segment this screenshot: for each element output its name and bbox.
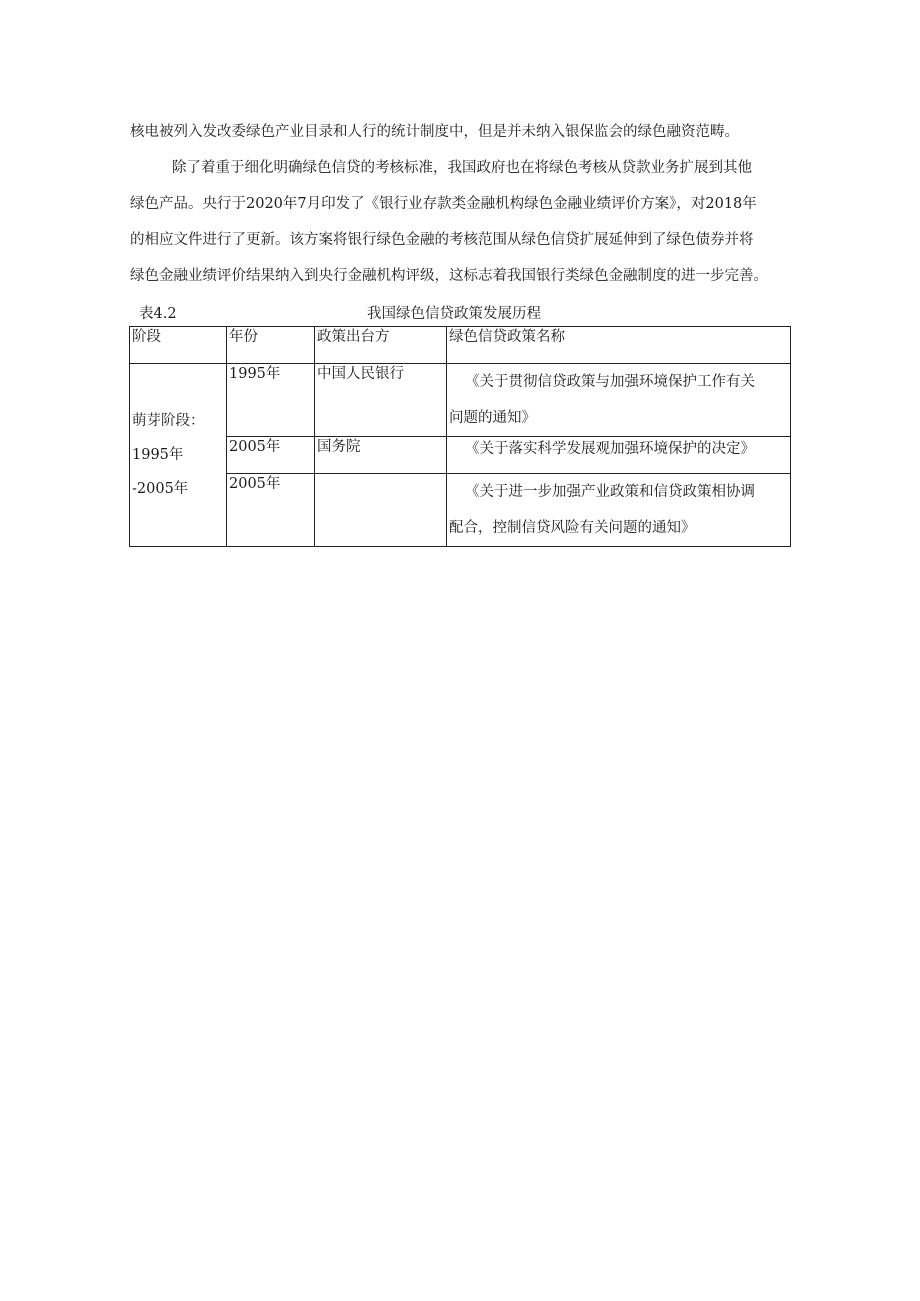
- table-number: 表4.2: [139, 306, 177, 322]
- policy-name-line: 问题的通知》: [449, 410, 536, 426]
- year-cell: 2005年: [227, 437, 315, 474]
- policy-name-line: 《关于贯彻信贷政策与加强环境保护工作有关: [465, 374, 755, 390]
- policy-table: [129, 326, 791, 547]
- paragraph-line: 除了着重于细化明确绿色信贷的考核标准，我国政府也在将绿色考核从贷款业务扩展到其他: [172, 160, 752, 176]
- header-issuer: 政策出台方: [315, 327, 447, 364]
- header-stage: 阶段: [130, 327, 227, 364]
- year-cell: 2005年: [227, 474, 315, 547]
- table-row: [130, 364, 791, 437]
- issuer-cell: 中国人民银行: [315, 364, 447, 437]
- issuer-cell: 国务院: [315, 437, 447, 474]
- table-row: [130, 437, 791, 474]
- policy-name-cell: [447, 474, 791, 547]
- year-cell: 1995年: [227, 364, 315, 437]
- policy-name-cell: [447, 437, 791, 474]
- paragraph-line: 核电被列入发改委绿色产业目录和人行的统计制度中，但是并未纳入银保监会的绿色融资范畴。: [130, 124, 739, 140]
- policy-name-line: 《关于落实科学发展观加强环境保护的决定》: [465, 441, 755, 457]
- stage-cell: [130, 364, 227, 547]
- issuer-cell: [315, 474, 447, 547]
- header-policy-name: 绿色信贷政策名称: [447, 327, 791, 364]
- paragraph-line: 绿色产品。央行于2020年7月印发了《银行业存款类金融机构绿色金融业绩评价方案》，对2018年: [130, 196, 757, 212]
- table-title: 我国绿色信贷政策发展历程: [367, 306, 541, 322]
- policy-name-cell: [447, 364, 791, 437]
- table-row: [130, 474, 791, 547]
- table-header-row: [130, 327, 791, 364]
- policy-name-line: 《关于进一步加强产业政策和信贷政策相协调: [465, 484, 755, 500]
- header-year: 年份: [227, 327, 315, 364]
- policy-name-line: 配合，控制信贷风险有关问题的通知》: [449, 520, 696, 536]
- paragraph-line: 绿色金融业绩评价结果纳入到央行金融机构评级，这标志着我国银行类绿色金融制度的进一步完善。: [130, 268, 768, 284]
- stage-label: 萌芽阶段：: [132, 413, 205, 429]
- paragraph-line: 的相应文件进行了更新。该方案将银行绿色金融的考核范围从绿色信贷扩展延伸到了绿色债券并将: [130, 232, 754, 248]
- stage-start-year: 1995年: [132, 447, 184, 463]
- stage-end-year: -2005年: [132, 481, 189, 497]
